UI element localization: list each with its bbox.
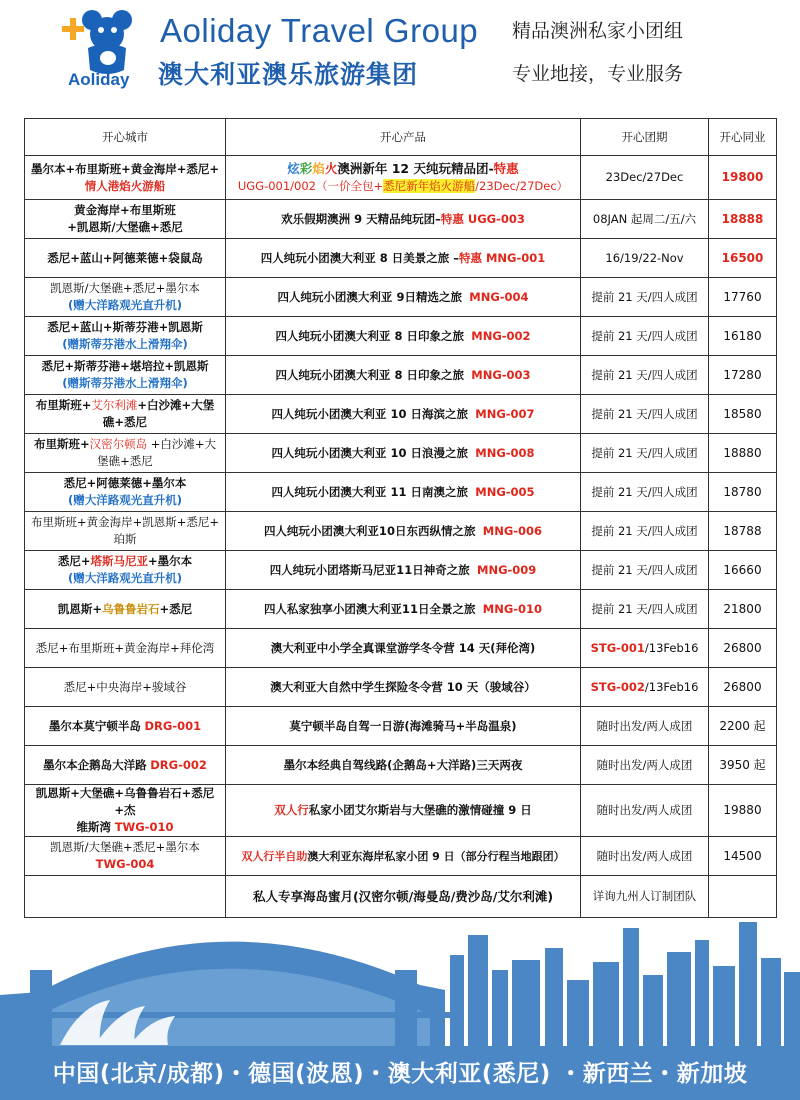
header-trade-price: 开心同业	[709, 119, 777, 156]
date-cell: 提前 21 天/四人成团	[581, 395, 709, 434]
city-cell: 布里斯班+汉密尔顿岛 +白沙滩+大 堡礁+悉尼	[25, 434, 226, 473]
table-row	[25, 156, 777, 200]
product-cell: 澳大利亚中小学全真课堂游学冬令营 14 天(拜伦湾)	[226, 629, 581, 668]
product-cell: 私人专享海岛蜜月(汉密尔顿/海曼岛/费沙岛/艾尔利滩)	[226, 876, 581, 918]
city-cell: 黄金海岸+布里斯班 +凯恩斯/大堡礁+悉尼	[25, 200, 226, 239]
city-cell: 悉尼+塔斯马尼亚+墨尔本 (赠大洋路观光直升机)	[25, 551, 226, 590]
date-cell: 08JAN 起周二/五/六	[581, 200, 709, 239]
date-cell: STG-002/13Feb16	[581, 668, 709, 707]
city-cell: 凯恩斯/大堡礁+悉尼+墨尔本 (赠大洋路观光直升机)	[25, 278, 226, 317]
price-cell: 19880	[709, 785, 777, 837]
brand-name-chinese: 澳大利亚澳乐旅游集团	[158, 60, 419, 89]
price-cell: 26800	[709, 668, 777, 707]
date-cell: 提前 21 天/四人成团	[581, 473, 709, 512]
product-cell: 四人纯玩小团塔斯马尼亚11日神奇之旅 MNG-009	[226, 551, 581, 590]
header-dates: 开心团期	[581, 119, 709, 156]
brand-name-english: Aoliday Travel Group	[160, 12, 479, 49]
price-cell: 16180	[709, 317, 777, 356]
table-row	[25, 746, 777, 785]
product-cell: 四人纯玩小团澳大利亚 10 日海滨之旅 MNG-007	[226, 395, 581, 434]
table-row	[25, 668, 777, 707]
slogan-line-1: 精品澳洲私家小团组	[512, 20, 684, 42]
city-cell: 悉尼+中央海岸+骏域谷	[25, 668, 226, 707]
table-row	[25, 551, 777, 590]
city-cell: 布里斯班+艾尔利滩+白沙滩+大堡 礁+悉尼	[25, 395, 226, 434]
date-cell: 详询九州人订制团队	[581, 876, 709, 918]
price-cell: 21800	[709, 590, 777, 629]
table-row	[25, 785, 777, 837]
city-cell: 凯恩斯/大堡礁+悉尼+墨尔本 TWG-004	[25, 837, 226, 876]
product-cell: 四人纯玩小团澳大利亚 11 日南澳之旅 MNG-005	[226, 473, 581, 512]
city-cell: 墨尔本企鹅岛大洋路 DRG-002	[25, 746, 226, 785]
tour-price-table	[24, 118, 777, 918]
header-product: 开心产品	[226, 119, 581, 156]
price-cell: 18880	[709, 434, 777, 473]
table-row	[25, 278, 777, 317]
city-cell: 悉尼+布里斯班+黄金海岸+拜伦湾	[25, 629, 226, 668]
product-cell: 欢乐假期澳洲 9 天精品纯玩团–特惠 UGG-003	[226, 200, 581, 239]
city-cell: 悉尼+斯蒂芬港+堪培拉+凯恩斯 (赠斯蒂芬港水上滑翔伞)	[25, 356, 226, 395]
table-row	[25, 356, 777, 395]
table-row	[25, 473, 777, 512]
date-cell: 随时出发/两人成团	[581, 707, 709, 746]
product-cell: 四人纯玩小团澳大利亚 8 日印象之旅 MNG-003	[226, 356, 581, 395]
price-cell: 17760	[709, 278, 777, 317]
date-cell: STG-001/13Feb16	[581, 629, 709, 668]
price-cell: 16660	[709, 551, 777, 590]
date-cell: 提前 21 天/四人成团	[581, 278, 709, 317]
price-cell: 3950 起	[709, 746, 777, 785]
office-locations: 中国(北京/成都)・德国(波恩)・澳大利亚(悉尼) ・新西兰・新加坡	[52, 1061, 748, 1087]
date-cell: 16/19/22-Nov	[581, 239, 709, 278]
table-row	[25, 200, 777, 239]
table-row	[25, 837, 777, 876]
price-cell: 18788	[709, 512, 777, 551]
price-cell: 18780	[709, 473, 777, 512]
product-cell: 四人私家独享小团澳大利亚11日全景之旅 MNG-010	[226, 590, 581, 629]
table-row	[25, 317, 777, 356]
price-cell: 17280	[709, 356, 777, 395]
header-city: 开心城市	[25, 119, 226, 156]
sydney-skyline-graphic	[0, 900, 800, 1050]
price-cell: 14500	[709, 837, 777, 876]
date-cell: 随时出发/两人成团	[581, 746, 709, 785]
city-cell: 布里斯班+黄金海岸+凯恩斯+悉尼+ 珀斯	[25, 512, 226, 551]
city-cell: 悉尼+蓝山+阿德莱德+袋鼠岛	[25, 239, 226, 278]
product-cell: 四人纯玩小团澳大利亚 9日精选之旅 MNG-004	[226, 278, 581, 317]
date-cell: 提前 21 天/四人成团	[581, 356, 709, 395]
table-row	[25, 629, 777, 668]
table-header-row	[25, 119, 777, 156]
logo-wordmark: Aoliday	[68, 70, 130, 89]
product-cell: 双人行半自助澳大利亚东海岸私家小团 9 日（部分行程当地跟团）	[226, 837, 581, 876]
table-row	[25, 239, 777, 278]
product-cell: 四人纯玩小团澳大利亚 8 日印象之旅 MNG-002	[226, 317, 581, 356]
city-cell: 墨尔本莫宁顿半岛 DRG-001	[25, 707, 226, 746]
date-cell: 提前 21 天/四人成团	[581, 317, 709, 356]
product-cell: 四人纯玩小团澳大利亚10日东西纵情之旅 MNG-006	[226, 512, 581, 551]
date-cell: 随时出发/两人成团	[581, 785, 709, 837]
table-row	[25, 395, 777, 434]
city-cell: 凯恩斯+乌鲁鲁岩石+悉尼	[25, 590, 226, 629]
table-row	[25, 590, 777, 629]
table-row	[25, 512, 777, 551]
date-cell: 提前 21 天/四人成团	[581, 551, 709, 590]
city-cell: 墨尔本+布里斯班+黄金海岸+悉尼+ 情人港焰火游船	[25, 156, 226, 200]
product-cell: 四人纯玩小团澳大利亚 8 日美景之旅 –特惠 MNG-001	[226, 239, 581, 278]
date-cell: 23Dec/27Dec	[581, 156, 709, 200]
product-cell: 莫宁顿半岛自驾一日游(海滩骑马+半岛温泉)	[226, 707, 581, 746]
price-cell: 26800	[709, 629, 777, 668]
product-cell: 墨尔本经典自驾线路(企鹅岛+大洋路)三天两夜	[226, 746, 581, 785]
city-cell: 悉尼+阿德莱德+墨尔本 (赠大洋路观光直升机)	[25, 473, 226, 512]
table-row	[25, 707, 777, 746]
product-cell: 炫彩焰火澳洲新年 12 天纯玩精品团-特惠 UGG-001/002（一价全包+悉尼新年焰火游船/23Dec/27Dec）	[226, 156, 581, 200]
product-cell: 四人纯玩小团澳大利亚 10 日浪漫之旅 MNG-008	[226, 434, 581, 473]
date-cell: 提前 21 天/四人成团	[581, 590, 709, 629]
product-cell: 双人行私家小团艾尔斯岩与大堡礁的激情碰撞 9 日	[226, 785, 581, 837]
date-cell: 随时出发/两人成团	[581, 837, 709, 876]
price-cell: 19800	[709, 156, 777, 200]
city-cell: 悉尼+蓝山+斯蒂芬港+凯恩斯 (赠斯蒂芬港水上滑翔伞)	[25, 317, 226, 356]
date-cell: 提前 21 天/四人成团	[581, 434, 709, 473]
slogan-line-2: 专业地接，专业服务	[512, 63, 684, 85]
price-cell: 18888	[709, 200, 777, 239]
price-cell: 2200 起	[709, 707, 777, 746]
product-cell: 澳大利亚大自然中学生探险冬令营 10 天（骏域谷）	[226, 668, 581, 707]
table-row	[25, 434, 777, 473]
price-cell: 18580	[709, 395, 777, 434]
price-cell: 16500	[709, 239, 777, 278]
city-cell: 凯恩斯+大堡礁+乌鲁鲁岩石+悉尼+杰 维斯湾 TWG-010	[25, 785, 226, 837]
date-cell: 提前 21 天/四人成团	[581, 512, 709, 551]
